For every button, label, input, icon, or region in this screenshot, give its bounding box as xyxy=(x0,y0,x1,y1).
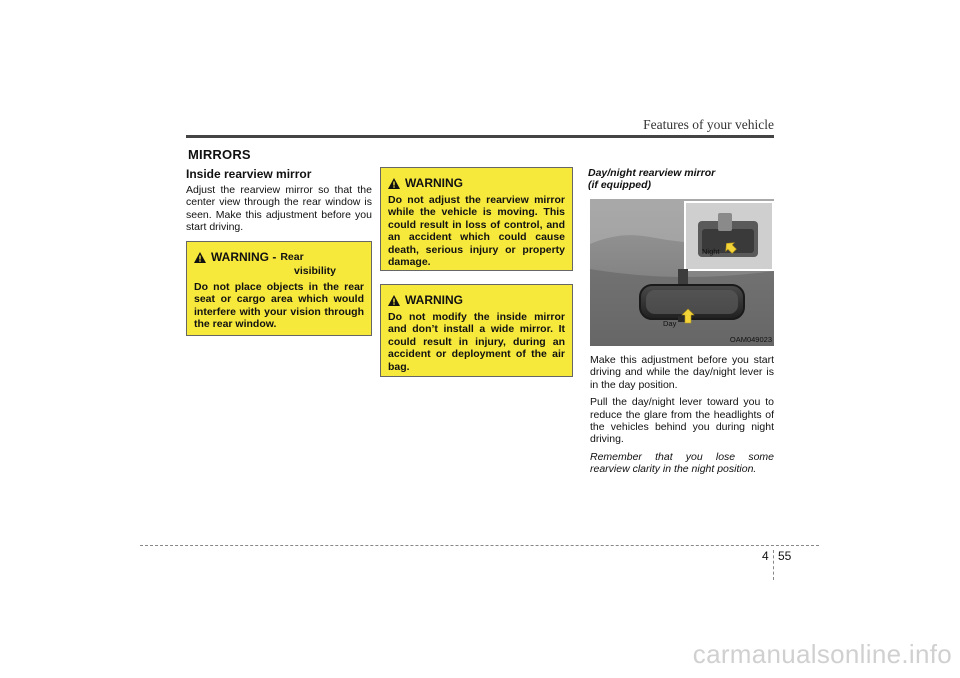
warning-triangle-icon xyxy=(194,252,206,263)
warning-header xyxy=(194,250,364,264)
watermark: carmanualsonline.info xyxy=(692,639,952,669)
day-night-para-2: Pull the day/night lever toward you to reduce the glare from the headlights of the vehicles behind you during night driving. xyxy=(590,396,774,446)
if-equipped-note: (if equipped) xyxy=(588,179,651,191)
warning-title: WARNING - xyxy=(211,250,277,264)
photo-code: OAM049023 xyxy=(729,335,772,344)
warning-header xyxy=(388,176,565,190)
page-number: 55 xyxy=(778,549,792,563)
warning-text: Do not place objects in the rear seat or cargo area which would interfere with your vision through the rear window. xyxy=(194,281,364,331)
warning-text: Do not adjust the rearview mirror while the vehicle is moving. This could result in loss of control, and an accident which could cause death, serious injury or property damage. xyxy=(388,194,565,269)
column-1 xyxy=(186,167,372,234)
warning-subtitle-b: visibility xyxy=(294,265,337,277)
day-night-para-1: Make this adjustment before you start driving and while the day/night lever is in the day position. xyxy=(590,354,774,391)
inside-mirror-heading: Inside rearview mirror xyxy=(186,167,312,181)
warning-subtitle-a: Rear xyxy=(280,251,304,263)
header-title: Features of your vehicle xyxy=(643,117,774,132)
warning-box-modify xyxy=(380,284,573,377)
warning-triangle-icon xyxy=(388,178,400,189)
column-3-heading xyxy=(588,167,774,191)
day-night-heading: Day/night rearview mirror xyxy=(588,167,716,179)
inside-mirror-text: Adjust the rearview mirror so that the center view through the rear window is seen. Make this adjustment before you start driving. xyxy=(186,184,372,234)
night-label: Night xyxy=(702,247,720,256)
footer-divider xyxy=(773,550,774,580)
header-rule xyxy=(186,135,774,138)
warning-header xyxy=(388,293,565,307)
warning-title: WARNING xyxy=(405,293,463,307)
warning-triangle-icon xyxy=(388,295,400,306)
day-night-note: Remember that you lose some rearview clarity in the night position. xyxy=(590,450,774,476)
section-title: MIRRORS xyxy=(188,147,251,162)
mirror-illustration xyxy=(590,199,774,346)
warning-box-adjust xyxy=(380,167,573,271)
chapter-number: 4 xyxy=(762,549,769,563)
warning-text: Do not modify the inside mirror and don’t install a wide mirror. It could result in injury, during an accident or deployment of the air bag. xyxy=(388,311,565,373)
column-3-text xyxy=(590,354,774,481)
footer-rule xyxy=(140,545,819,546)
warning-title: WARNING xyxy=(405,176,463,190)
day-label: Day xyxy=(663,319,677,328)
warning-box-rear-visibility xyxy=(186,241,372,336)
mirror-photo xyxy=(590,199,774,346)
